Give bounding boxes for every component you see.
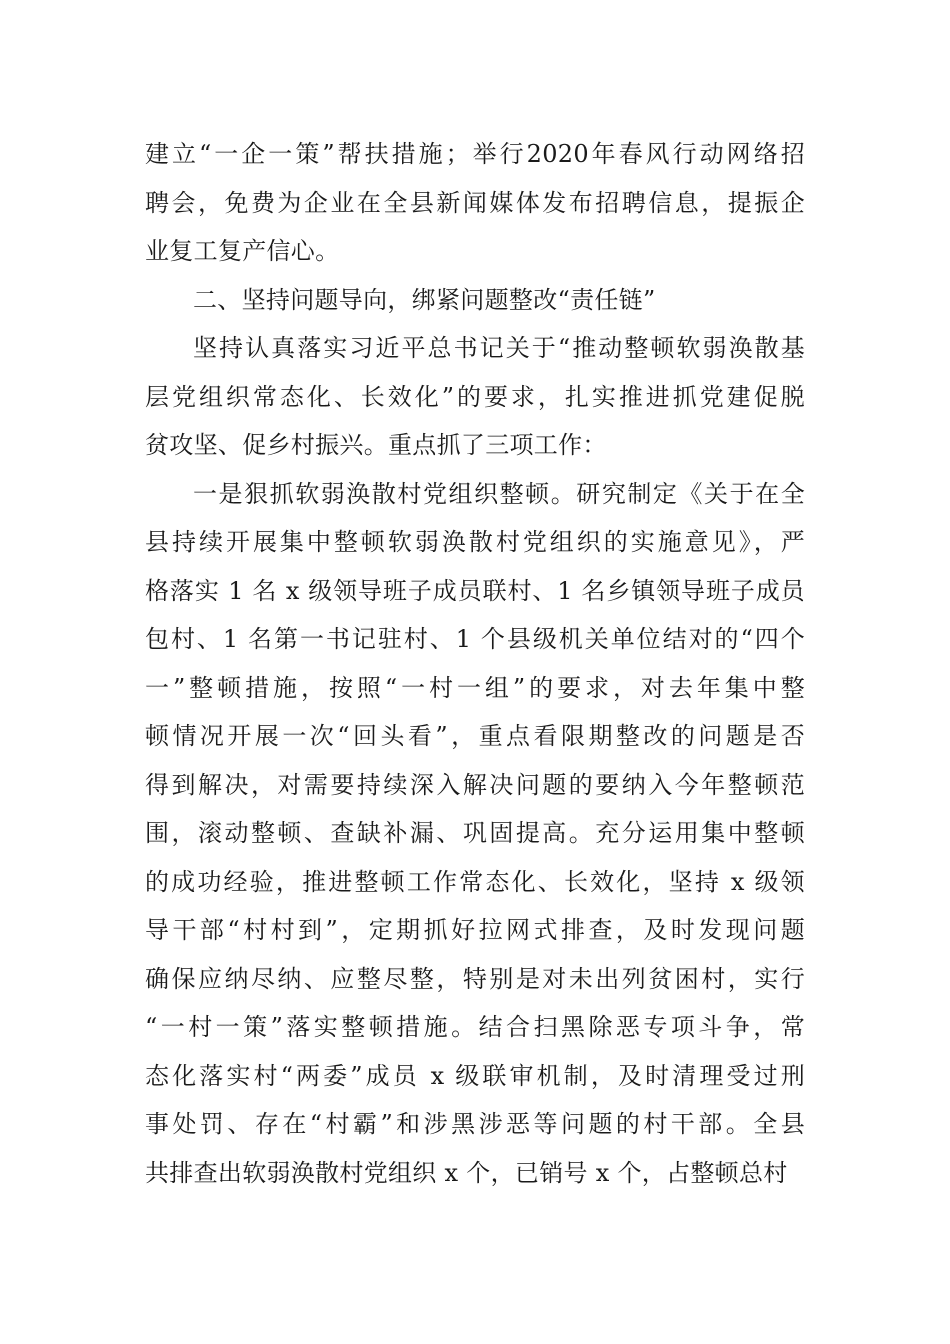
text-line: 一”整顿措施，按照“一村一组”的要求，对去年集中整 [145,673,805,702]
text-line: 层党组织常态化、长效化”的要求，扎实推进抓党建促脱 [145,382,805,411]
paragraph-p4 [145,470,805,1198]
text-line: 包村、1 名第一书记驻村、1 个县级机关单位结对的“四个 [145,625,805,653]
text-line: 确保应纳尽纳、应整尽整，特别是对未出列贫困村，实行 [145,964,805,993]
text-line: 围，滚动整顿、查缺补漏、巩固提高。充分运用集中整顿 [145,819,805,847]
document-body [145,130,805,1197]
text-line: 格落实 1 名 x 级领导班子成员联村、1 名乡镇领导班子成员 [145,576,805,605]
paragraph-p3 [145,324,805,470]
text-line: 一是狠抓软弱涣散村党组织整顿。研究制定《关于在全 [193,479,805,508]
text-line: 建立“一企一策”帮扶措施；举行2020年春风行动网络招 [145,140,805,168]
text-line: 共排查出软弱涣散村党组织 x 个，已销号 x 个，占整顿总村 [145,1158,788,1187]
paragraph-p1 [145,130,805,276]
text-line: 业复工复产信心。 [145,237,340,265]
text-line: 的成功经验，推进整顿工作常态化、长效化，坚持 x 级领 [145,867,805,896]
text-line: 坚持认真落实习近平总书记关于“推动整顿软弱涣散基 [193,334,805,362]
text-line: 县持续开展集中整顿软弱涣散村党组织的实施意见》，严 [145,528,805,556]
text-line: 顿情况开展一次“回头看”，重点看限期整改的问题是否 [145,722,805,750]
text-line: 聘会，免费为企业在全县新闻媒体发布招聘信息，提振企 [145,188,805,217]
text-line: 事处罚、存在“村霸”和涉黑涉恶等问题的村干部。全县 [145,1110,805,1138]
text-line: 得到解决，对需要持续深入解决问题的要纳入今年整顿范 [145,770,805,799]
text-line: 态化落实村“两委”成员 x 级联审机制，及时清理受过刑 [145,1061,805,1090]
paragraph-p2 [145,276,805,325]
text-line: 贫攻坚、促乡村振兴。重点抓了三项工作： [145,431,607,459]
text-line: 二、坚持问题导向，绑紧问题整改“责任链” [193,285,656,314]
text-line: “一村一策”落实整顿措施。结合扫黑除恶专项斗争，常 [145,1013,805,1041]
text-line: 导干部“村村到”，定期抓好拉网式排查，及时发现问题 [145,916,805,944]
